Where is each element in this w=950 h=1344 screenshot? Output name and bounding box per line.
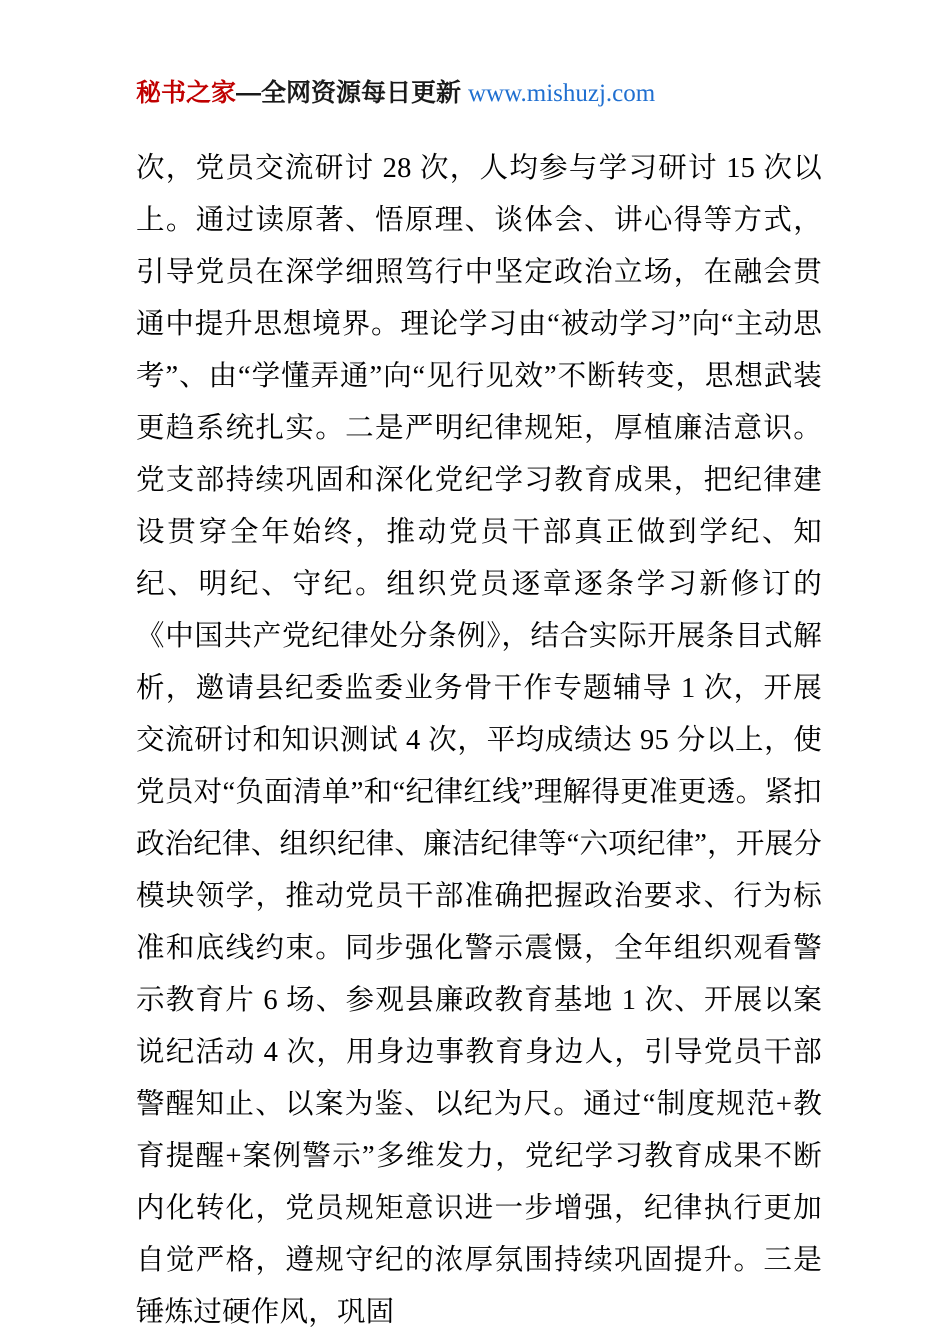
watermark-brand: 秘书之家	[136, 79, 237, 107]
watermark-tagline: —全网资源每日更新	[236, 79, 462, 107]
document-body-paragraph: 次，党员交流研讨 28 次，人均参与学习研讨 15 次以上。通过读原著、悟原理、谈体会、讲心得等方式，引导党员在深学细照笃行中坚定政治立场，在融会贯通中提升思想境界。理论学习由“被动学习”向“主动思考”、由“学懂弄通”向“见行见效”不断转变，思想武装更趋系统扎实。二是严明纪律规矩，厚植廉洁意识。党支部持续巩固和深化党纪学习教育成果，把纪律建设贯穿全年始终，推动党员干部真正做到学纪、知纪、明纪、守纪。组织党员逐章逐条学习新修订的《中国共产党纪律处分条例》，结合实际开展条目式解析，邀请县纪委监委业务骨干作专题辅导 1 次，开展交流研讨和知识测试 4 次，平均成绩达 95 分以上，使党员对“负面清单”和“纪律红线”理解得更准更透。紧扣政治纪律、组织纪律、廉洁纪律等“六项纪律”，开展分模块领学，推动党员干部准确把握政治要求、行为标准和底线约束。同步强化警示震慑，全年组织观看警示教育片 6 场、参观县廉政教育基地 1 次、开展以案说纪活动 4 次，用身边事教育身边人，引导党员干部警醒知止、以案为鉴、以纪为尺。通过“制度规范+教育提醒+案例警示”多维发力，党纪学习教育成果不断内化转化，党员规矩意识进一步增强，纪律执行更加自觉严格，遵规守纪的浓厚氛围持续巩固提升。三是锤炼过硬作风，巩固	[136, 153, 822, 1328]
watermark-url[interactable]: www.mishuzj.com	[467, 80, 656, 107]
watermark-banner	[136, 78, 822, 109]
